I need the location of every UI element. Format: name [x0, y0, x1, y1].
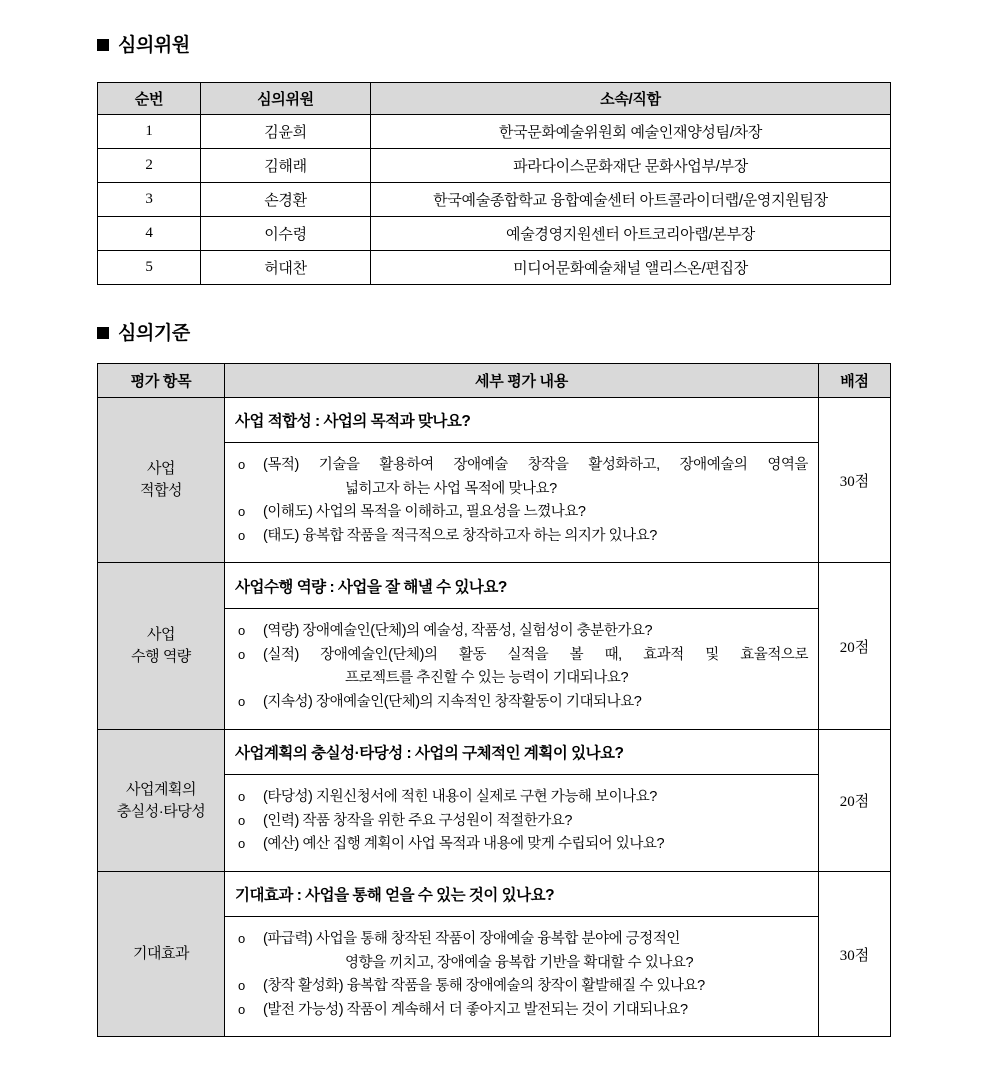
- criteria-row-plan: [98, 730, 891, 872]
- section-heading-criteria-label: 심의기준: [118, 323, 190, 344]
- column-header-no: 순번: [98, 83, 201, 115]
- cell-no: 2: [98, 149, 201, 183]
- list-item: o (타당성) 지원신청서에 적힌 내용이 실제로 구현 가능해 보이나요?: [235, 786, 808, 809]
- criteria-bullet-list: [235, 786, 808, 856]
- column-header-evaluation-detail: 세부 평가 내용: [225, 364, 819, 398]
- cell-score: 20점: [819, 730, 891, 872]
- cell-evaluation-detail: [225, 730, 819, 872]
- section-heading-committee: [97, 30, 190, 57]
- list-item: o (인력) 작품 창작을 위한 주요 구성원이 적절한가요?: [235, 810, 808, 833]
- cell-evaluation-detail: [225, 872, 819, 1037]
- criteria-title: 사업 적합성 : 사업의 목적과 맞나요?: [225, 402, 818, 443]
- table-header-row: [98, 83, 891, 115]
- table-row: [98, 217, 891, 251]
- cell-evaluation-item: [98, 872, 225, 1037]
- criteria-bullet-body: [225, 917, 818, 1032]
- column-header-evaluation-item: 평가 항목: [98, 364, 225, 398]
- item-label-line1: 사업: [147, 460, 175, 478]
- cell-evaluation-item: [98, 398, 225, 563]
- bullet-line-2: 넓히고자 하는 사업 목적에 맞나요?: [345, 480, 557, 497]
- cell-member-name: 이수령: [201, 217, 371, 251]
- cell-member-name: 김해래: [201, 149, 371, 183]
- cell-affiliation: 한국문화예술위원회 예술인재양성팀/차장: [371, 115, 891, 149]
- list-item: o (역량) 장애예술인(단체)의 예술성, 작품성, 실험성이 충분한가요?: [235, 620, 808, 643]
- list-item: o (발전 가능성) 작품이 계속해서 더 좋아지고 발전되는 것이 기대되나요?: [235, 999, 808, 1022]
- item-label-line1: 사업: [147, 626, 175, 644]
- criteria-bullet-list: [235, 928, 808, 1022]
- cell-score: 20점: [819, 563, 891, 730]
- bullet-line-2: 영향을 끼치고, 장애예술 융복합 기반을 확대할 수 있나요?: [345, 954, 694, 971]
- item-label-line2: 수행 역량: [131, 648, 191, 665]
- table-header-row: [98, 364, 891, 398]
- cell-affiliation: 미디어문화예술채널 앨리스온/편집장: [371, 251, 891, 285]
- bullet-line-1: o (목적) 기술을 활용하여 장애예술 창작을 활성화하고, 장애예술의 영역을: [263, 457, 808, 474]
- table-row: [98, 251, 891, 285]
- item-label-line2: 적합성: [140, 482, 182, 499]
- cell-evaluation-detail: [225, 398, 819, 563]
- cell-no: 1: [98, 115, 201, 149]
- criteria-table: [97, 363, 891, 1037]
- cell-member-name: 허대찬: [201, 251, 371, 285]
- table-row: [98, 183, 891, 217]
- item-label-line1: 기대효과: [133, 945, 189, 963]
- criteria-title: 사업수행 역량 : 사업을 잘 해낼 수 있나요?: [225, 568, 818, 609]
- cell-member-name: 김윤희: [201, 115, 371, 149]
- table-row: [98, 115, 891, 149]
- cell-score: 30점: [819, 872, 891, 1037]
- cell-affiliation: 한국예술종합학교 융합예술센터 아트콜라이더랩/운영지원팀장: [371, 183, 891, 217]
- column-header-affiliation: 소속/직함: [371, 83, 891, 115]
- cell-evaluation-item: [98, 730, 225, 872]
- cell-evaluation-item: [98, 563, 225, 730]
- criteria-row-capability: [98, 563, 891, 730]
- bullet-line-1: o (파급력) 사업을 통해 창작된 작품이 장애예술 융복합 분야에 긍정적인: [263, 931, 680, 948]
- black-square-icon: [97, 327, 109, 339]
- section-heading-criteria: [97, 318, 190, 345]
- list-item: [235, 928, 808, 975]
- list-item: o (이해도) 사업의 목적을 이해하고, 필요성을 느꼈나요?: [235, 501, 808, 524]
- list-item: o (예산) 예산 집행 계획이 사업 목적과 내용에 맞게 수립되어 있나요?: [235, 833, 808, 856]
- table-row: [98, 149, 891, 183]
- black-square-icon: [97, 39, 109, 51]
- cell-member-name: 손경환: [201, 183, 371, 217]
- item-label-line2: 충실성·타당성: [116, 802, 206, 820]
- cell-score: 30점: [819, 398, 891, 563]
- column-header-member: 심의위원: [201, 83, 371, 115]
- cell-no: 3: [98, 183, 201, 217]
- cell-no: 5: [98, 251, 201, 285]
- cell-affiliation: 파라다이스문화재단 문화사업부/부장: [371, 149, 891, 183]
- bullet-line-1: o (실적) 장애예술인(단체)의 활동 실적을 볼 때, 효과적 및 효율적으로: [263, 646, 808, 663]
- bullet-line-2: 프로젝트를 추진할 수 있는 능력이 기대되나요?: [345, 670, 629, 687]
- criteria-bullet-list: [235, 620, 808, 714]
- column-header-score: 배점: [819, 364, 891, 398]
- cell-no: 4: [98, 217, 201, 251]
- cell-affiliation: 예술경영지원센터 아트코리아랩/본부장: [371, 217, 891, 251]
- section-heading-committee-label: 심의위원: [118, 35, 190, 56]
- item-label-line1: 사업계획의: [126, 780, 196, 798]
- criteria-bullet-list: [235, 454, 808, 548]
- list-item: [235, 454, 808, 501]
- criteria-bullet-body: [225, 609, 818, 724]
- list-item: o (태도) 융복합 작품을 적극적으로 창작하고자 하는 의지가 있나요?: [235, 525, 808, 548]
- list-item: o (창작 활성화) 융복합 작품을 통해 장애예술의 창작이 활발해질 수 있나요?: [235, 975, 808, 998]
- cell-evaluation-detail: [225, 563, 819, 730]
- criteria-bullet-body: [225, 775, 818, 866]
- criteria-row-expected-effect: [98, 872, 891, 1037]
- list-item: o (지속성) 장애예술인(단체)의 지속적인 창작활동이 기대되나요?: [235, 691, 808, 714]
- criteria-title: 사업계획의 충실성·타당성 : 사업의 구체적인 계획이 있나요?: [225, 734, 818, 775]
- criteria-bullet-body: [225, 443, 818, 558]
- criteria-title: 기대효과 : 사업을 통해 얻을 수 있는 것이 있나요?: [225, 876, 818, 917]
- committee-table: [97, 82, 891, 285]
- criteria-row-suitability: [98, 398, 891, 563]
- list-item: [235, 644, 808, 691]
